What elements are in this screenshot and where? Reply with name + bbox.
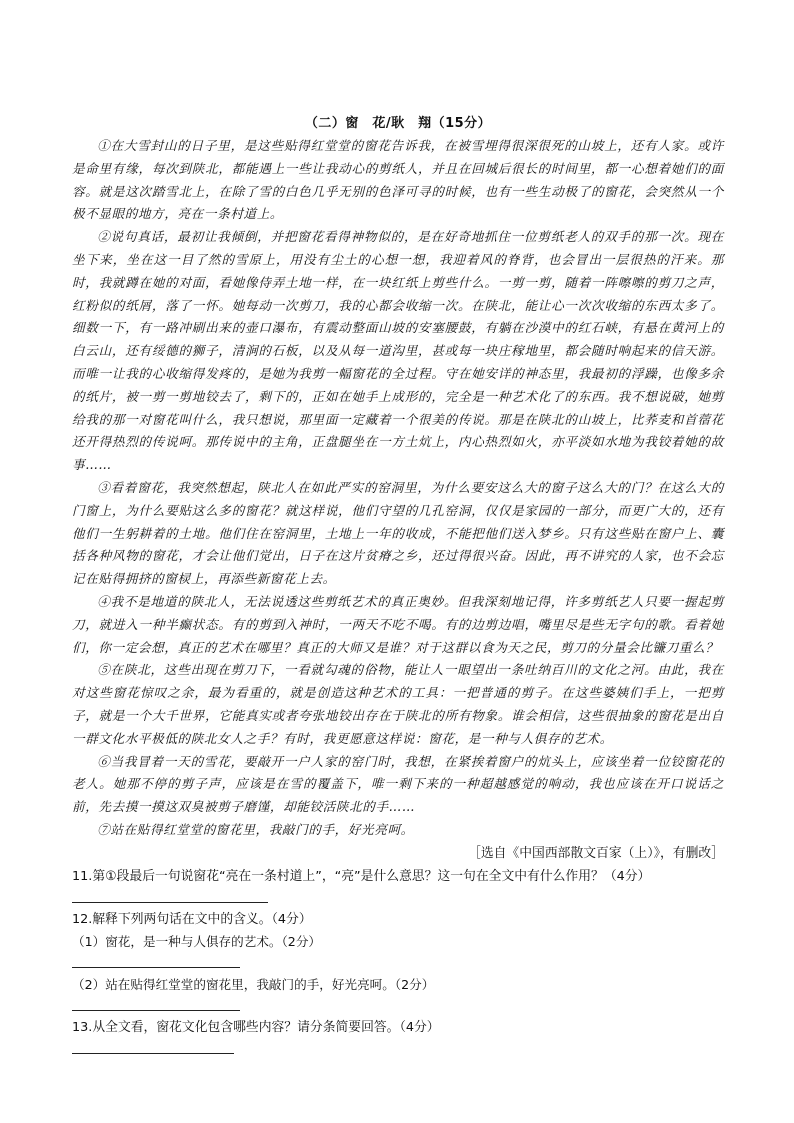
paragraph-2: ②说句真话，最初让我倾倒，并把窗花看得神物似的，是在好奇地抓住一位剪纸老人的双手的那一次。现在坐下来，坐在这一目了然的雪原上，用没有尘土的心想一想，我迎着风的脊背，也会冒出一层很热的汗来。那时，我就蹲在她的对面，看她像侍弄土地一样，在一块红纸上剪些什么。一剪一剪，随着一阵嚓嚓的剪刀之声，红粉似的纸屑，落了一怀。她每动一次剪刀，我的心都会收缩一次。在陕北，能让心一次次收缩的东西太多了。细数一下，有一路冲刷出来的壶口瀑布，有震动整面山坡的安塞腰鼓，有躺在沙漠中的红石峡，有悬在黄河上的白云山，还有绥德的狮子，清涧的石板，以及从每一道沟里，甚或每一块庄稼地里，都会随时响起来的信天游。而唯一让我的心收缩得发疼的，是她为我剪一幅窗花的全过程。守在她安详的神态里，我最初的浮躁，也像多余的纸片，被一剪一剪地铰去了，剩下的，正如在她手上成形的，完全是一种艺术化了的东西。我不想说破，她剪给我的那一对窗花叫什么，我只想说，那里面一定藏着一个很美的传说。那是在陕北的山坡上，比荞麦和首蓿花还开得热烈的传说呵。那传说中的主角，正盘腿坐在一方土炕上，内心热烈如火，亦平淡如水地为我铰着她的故事…… bbox=[72, 229, 724, 473]
paragraph-3: ③看着窗花，我突然想起，陕北人在如此严实的窑洞里，为什么要安这么大的窗子这么大的门？在这么大的门窗上，为什么要贴这么多的窗花？就这样说，他们守望的几孔窑洞，仅仅是家园的一部分，而更广大的，还有他们一生躬耕着的土地。他们住在窑洞里，土地上一年的收成，不能把他们送入梦乡。只有这些贴在窗户上、囊括各种风物的窗花，才会让他们觉出，日子在这片贫瘠之乡，还过得很兴奋。因此，再不讲究的人家，也不会忘记在贴得拥挤的窗棂上，再添些新窗花上去。 bbox=[72, 479, 724, 587]
paragraph-6: ⑥当我冒着一天的雪花，要敲开一户人家的窑门时，我想，在紧挨着窗户的炕头上，应该坐着一位铰窗花的老人。她那不停的剪子声，应该是在雪的覆盖下，唯一剩下来的一种超越感觉的响动，我也应该在开口说话之前，先去摸一摸这双臭被剪子磨馑，却能铰活陕北的手…… bbox=[72, 753, 724, 815]
answer-line-12-1[interactable] bbox=[72, 967, 240, 968]
answer-line-11[interactable] bbox=[72, 902, 268, 903]
question-12: 12.解释下列两句话在文中的含义。（4分） bbox=[72, 911, 312, 927]
answer-line-13[interactable] bbox=[72, 1053, 234, 1054]
question-12-1: （1）窗花，是一种与人俱存的艺术。（2分） bbox=[72, 933, 322, 949]
question-12-2: （2）站在贴得红堂堂的窗花里，我敲门的手，好光亮呵。（2分） bbox=[72, 976, 435, 992]
paragraph-4: ④我不是地道的陕北人，无法说透这些剪纸艺术的真正奥妙。但我深刻地记得，许多剪纸艺人只要一握起剪刀，就进入一种半癫状态。有的剪到入神时，一两天不吃不喝。有的边剪边唱，嘴里尽是些无字句的歌。看着她们，你一定会想，真正的艺术在哪里？真正的大师又是谁？对于这群以食为天之民，剪刀的分量会比镰刀重么？ bbox=[72, 593, 724, 655]
paragraph-5: ⑤在陕北，这些出现在剪刀下，一看就勾魂的俗物，能让人一眼望出一条吐纳百川的文化之河。由此，我在对这些窗花惊叹之余，最为看重的，就是创造这种艺术的工具：一把普通的剪子。在这些婆姨们手上，一把剪子，就是一个大千世界，它能真实或者夸张地铰出存在于陕北的所有物象。谁会相信，这些很抽象的窗花是出自一群文化水平极低的陕北女人之手？有时，我更愿意这样说：窗花，是一种与人俱存的艺术。 bbox=[72, 662, 724, 746]
source-citation: ［选自《中国西部散文百家（上）》，有删改］ bbox=[468, 845, 724, 861]
question-13: 13.从全文看，窗花文化包含哪些内容？请分条简要回答。（4分） bbox=[72, 1019, 440, 1035]
question-11: 11.第①段最后一句说窗花“亮在一条村道上”，“亮”是什么意思？这一句在全文中有什么作用？（4分） bbox=[72, 868, 651, 884]
article-title: （二）窗 花/耿 翔（15分） bbox=[304, 116, 492, 131]
exam-page bbox=[72, 112, 724, 1060]
answer-line-12-2[interactable] bbox=[72, 1010, 240, 1011]
paragraph-1: ①在大雪封山的日子里，是这些贴得红堂堂的窗花告诉我，在被雪埋得很深很死的山坡上，还有人家。或许是命里有缘，每次到陕北，都能遇上一些让我动心的剪纸人，并且在回城后很长的时间里，都一心想着她们的面容。就是这次踏雪北上，在除了雪的白色几乎无别的色泽可寻的时候，也有一些生动极了的窗花，会突然从一个极不显眼的地方，亮在一条村道上。 bbox=[72, 138, 724, 222]
paragraph-7: ⑦站在贴得红堂堂的窗花里，我敲门的手，好光亮呵。 bbox=[97, 821, 414, 837]
